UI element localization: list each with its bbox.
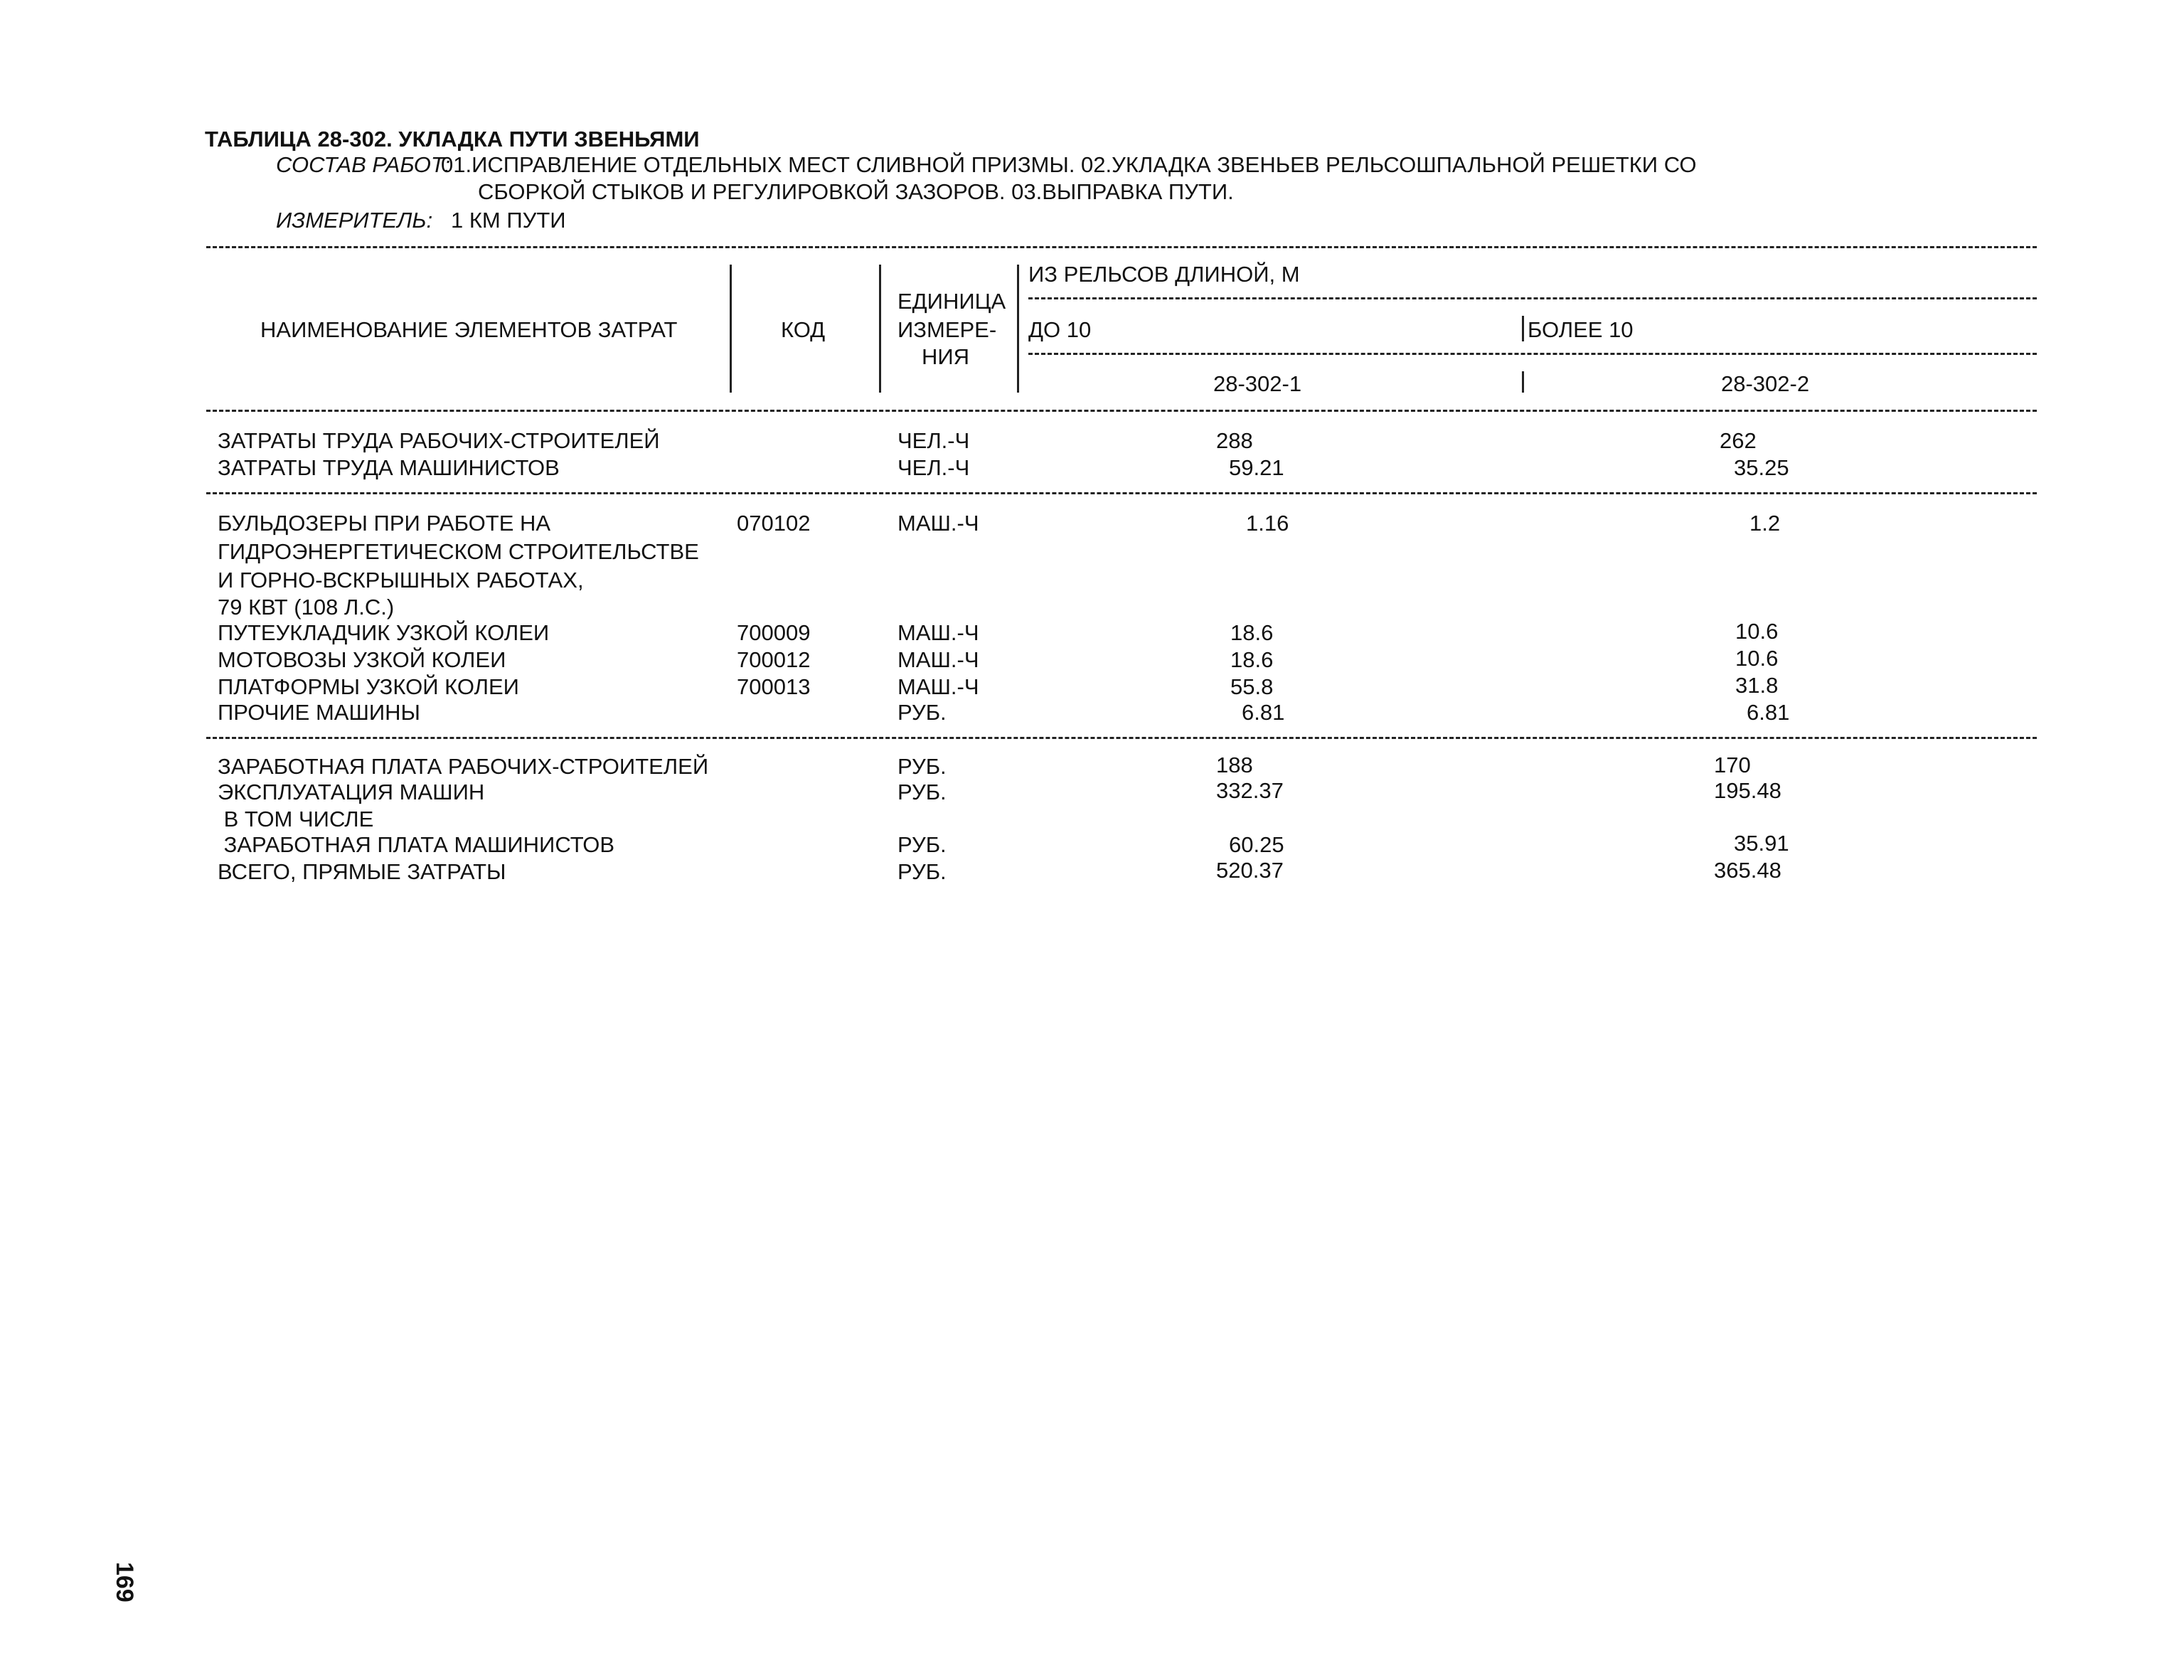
table-row-unit: ЧЕЛ.-Ч — [897, 428, 970, 453]
col-header-code2: 28-302-2 — [1721, 371, 1810, 396]
table-row-name: ЭКСПЛУАТАЦИЯ МАШИН — [218, 780, 485, 804]
table-row-v2: 1.2 — [1749, 511, 1781, 536]
table-row-unit: МАШ.-Ч — [897, 674, 979, 699]
table-row-v1: 520.37 — [1216, 858, 1284, 883]
group-rule — [1028, 297, 2037, 299]
table-row-name: БУЛЬДОЗЕРЫ ПРИ РАБОТЕ НА — [218, 511, 551, 536]
table-row-code: 700009 — [737, 620, 811, 645]
col-header-code1: 28-302-1 — [1213, 371, 1302, 396]
table-row-name: 79 КВТ (108 Л.С.) — [218, 595, 395, 620]
table-row-v2: 31.8 — [1735, 673, 1779, 698]
table-row-v1: 188 — [1216, 753, 1253, 777]
table-row-name: МОТОВОЗЫ УЗКОЙ КОЛЕИ — [218, 647, 506, 672]
table-row-unit: МАШ.-Ч — [897, 620, 979, 645]
table-row-v2: 35.25 — [1734, 455, 1789, 480]
measure-label: ИЗМЕРИТЕЛЬ: — [276, 208, 433, 233]
composition-line-2: СБОРКОЙ СТЫКОВ И РЕГУЛИРОВКОЙ ЗАЗОРОВ. 03.ВЫПРАВКА ПУТИ. — [478, 179, 1234, 204]
header-bottom-rule — [206, 410, 2037, 412]
table-row-name: ГИДРОЭНЕРГЕТИЧЕСКОМ СТРОИТЕЛЬСТВЕ — [218, 539, 699, 564]
table-row-name: И ГОРНО-ВСКРЫШНЫХ РАБОТАХ, — [218, 568, 584, 592]
table-row-v2: 195.48 — [1714, 778, 1781, 803]
col-header-unit-3: НИЯ — [922, 344, 970, 369]
col-header-name: НАИМЕНОВАНИЕ ЭЛЕМЕНТОВ ЗАТРАТ — [260, 317, 678, 342]
sub-rule — [1028, 353, 2037, 355]
table-row-v1: 60.25 — [1229, 832, 1284, 857]
table-row-v1: 55.8 — [1230, 674, 1274, 699]
table-title: ТАБЛИЦА 28-302. УКЛАДКА ПУТИ ЗВЕНЬЯМИ — [205, 127, 700, 151]
table-row-name: ЗАРАБОТНАЯ ПЛАТА МАШИНИСТОВ — [218, 832, 615, 857]
table-row-v2: 6.81 — [1747, 700, 1790, 725]
table-row-name: ПУТЕУКЛАДЧИК УЗКОЙ КОЛЕИ — [218, 620, 550, 645]
table-row-v1: 332.37 — [1216, 778, 1284, 803]
col-sep-code — [1522, 371, 1524, 393]
col-sep-2 — [879, 265, 881, 393]
composition-line-1: 01.ИСПРАВЛЕНИЕ ОТДЕЛЬНЫХ МЕСТ СЛИВНОЙ ПРИЗМЫ. 02.УКЛАДКА ЗВЕНЬЕВ РЕЛЬСОШПАЛЬНОЙ РЕШЕТКИ СО — [441, 152, 1697, 177]
table-row-unit: РУБ. — [897, 780, 947, 804]
section-rule-1 — [206, 492, 2037, 494]
table-row-v1: 6.81 — [1242, 700, 1285, 725]
page-number: 169 — [111, 1562, 138, 1602]
col-sep-sub — [1522, 316, 1524, 341]
composition-label: СОСТАВ РАБОТ: — [276, 152, 451, 177]
table-row-v1: 1.16 — [1246, 511, 1289, 536]
table-row-name: В ТОМ ЧИСЛЕ — [218, 807, 374, 831]
table-row-unit: ЧЕЛ.-Ч — [897, 455, 970, 480]
table-row-name: ЗАТРАТЫ ТРУДА МАШИНИСТОВ — [218, 455, 560, 480]
section-rule-2 — [206, 737, 2037, 739]
col-header-sub2: БОЛЕЕ 10 — [1528, 317, 1634, 342]
table-row-code: 700013 — [737, 674, 811, 699]
table-row-v1: 18.6 — [1230, 620, 1274, 645]
col-header-code: КОД — [781, 317, 826, 342]
col-header-unit-1: ЕДИНИЦА — [897, 289, 1006, 314]
table-row-name: ПРОЧИЕ МАШИНЫ — [218, 700, 420, 725]
table-row-unit: МАШ.-Ч — [897, 647, 979, 672]
table-row-name: ПЛАТФОРМЫ УЗКОЙ КОЛЕИ — [218, 674, 519, 699]
col-header-group: ИЗ РЕЛЬСОВ ДЛИНОЙ, М — [1028, 262, 1300, 287]
col-header-sub1: ДО 10 — [1028, 317, 1092, 342]
table-row-name: ВСЕГО, ПРЯМЫЕ ЗАТРАТЫ — [218, 859, 506, 884]
col-header-unit-2: ИЗМЕРЕ- — [897, 317, 997, 342]
table-row-v2: 10.6 — [1735, 646, 1779, 671]
col-sep-1 — [730, 265, 732, 393]
table-row-v1: 18.6 — [1230, 647, 1274, 672]
table-row-v2: 170 — [1714, 753, 1751, 777]
table-row-name: ЗАРАБОТНАЯ ПЛАТА РАБОЧИХ-СТРОИТЕЛЕЙ — [218, 754, 709, 779]
table-row-v2: 35.91 — [1734, 831, 1789, 856]
measure-value: 1 КМ ПУТИ — [451, 208, 566, 233]
table-row-v2: 10.6 — [1735, 619, 1779, 644]
table-row-code: 070102 — [737, 511, 811, 536]
table-row-name: ЗАТРАТЫ ТРУДА РАБОЧИХ-СТРОИТЕЛЕЙ — [218, 428, 660, 453]
table-row-unit: МАШ.-Ч — [897, 511, 979, 536]
col-sep-3 — [1017, 265, 1019, 393]
table-row-v2: 262 — [1720, 428, 1757, 453]
table-row-unit: РУБ. — [897, 832, 947, 857]
table-row-unit: РУБ. — [897, 754, 947, 779]
table-row-v1: 288 — [1216, 428, 1253, 453]
table-row-v1: 59.21 — [1229, 455, 1284, 480]
table-row-unit: РУБ. — [897, 859, 947, 884]
table-row-v2: 365.48 — [1714, 858, 1781, 883]
header-top-rule — [206, 246, 2037, 248]
table-row-code: 700012 — [737, 647, 811, 672]
table-row-unit: РУБ. — [897, 700, 947, 725]
